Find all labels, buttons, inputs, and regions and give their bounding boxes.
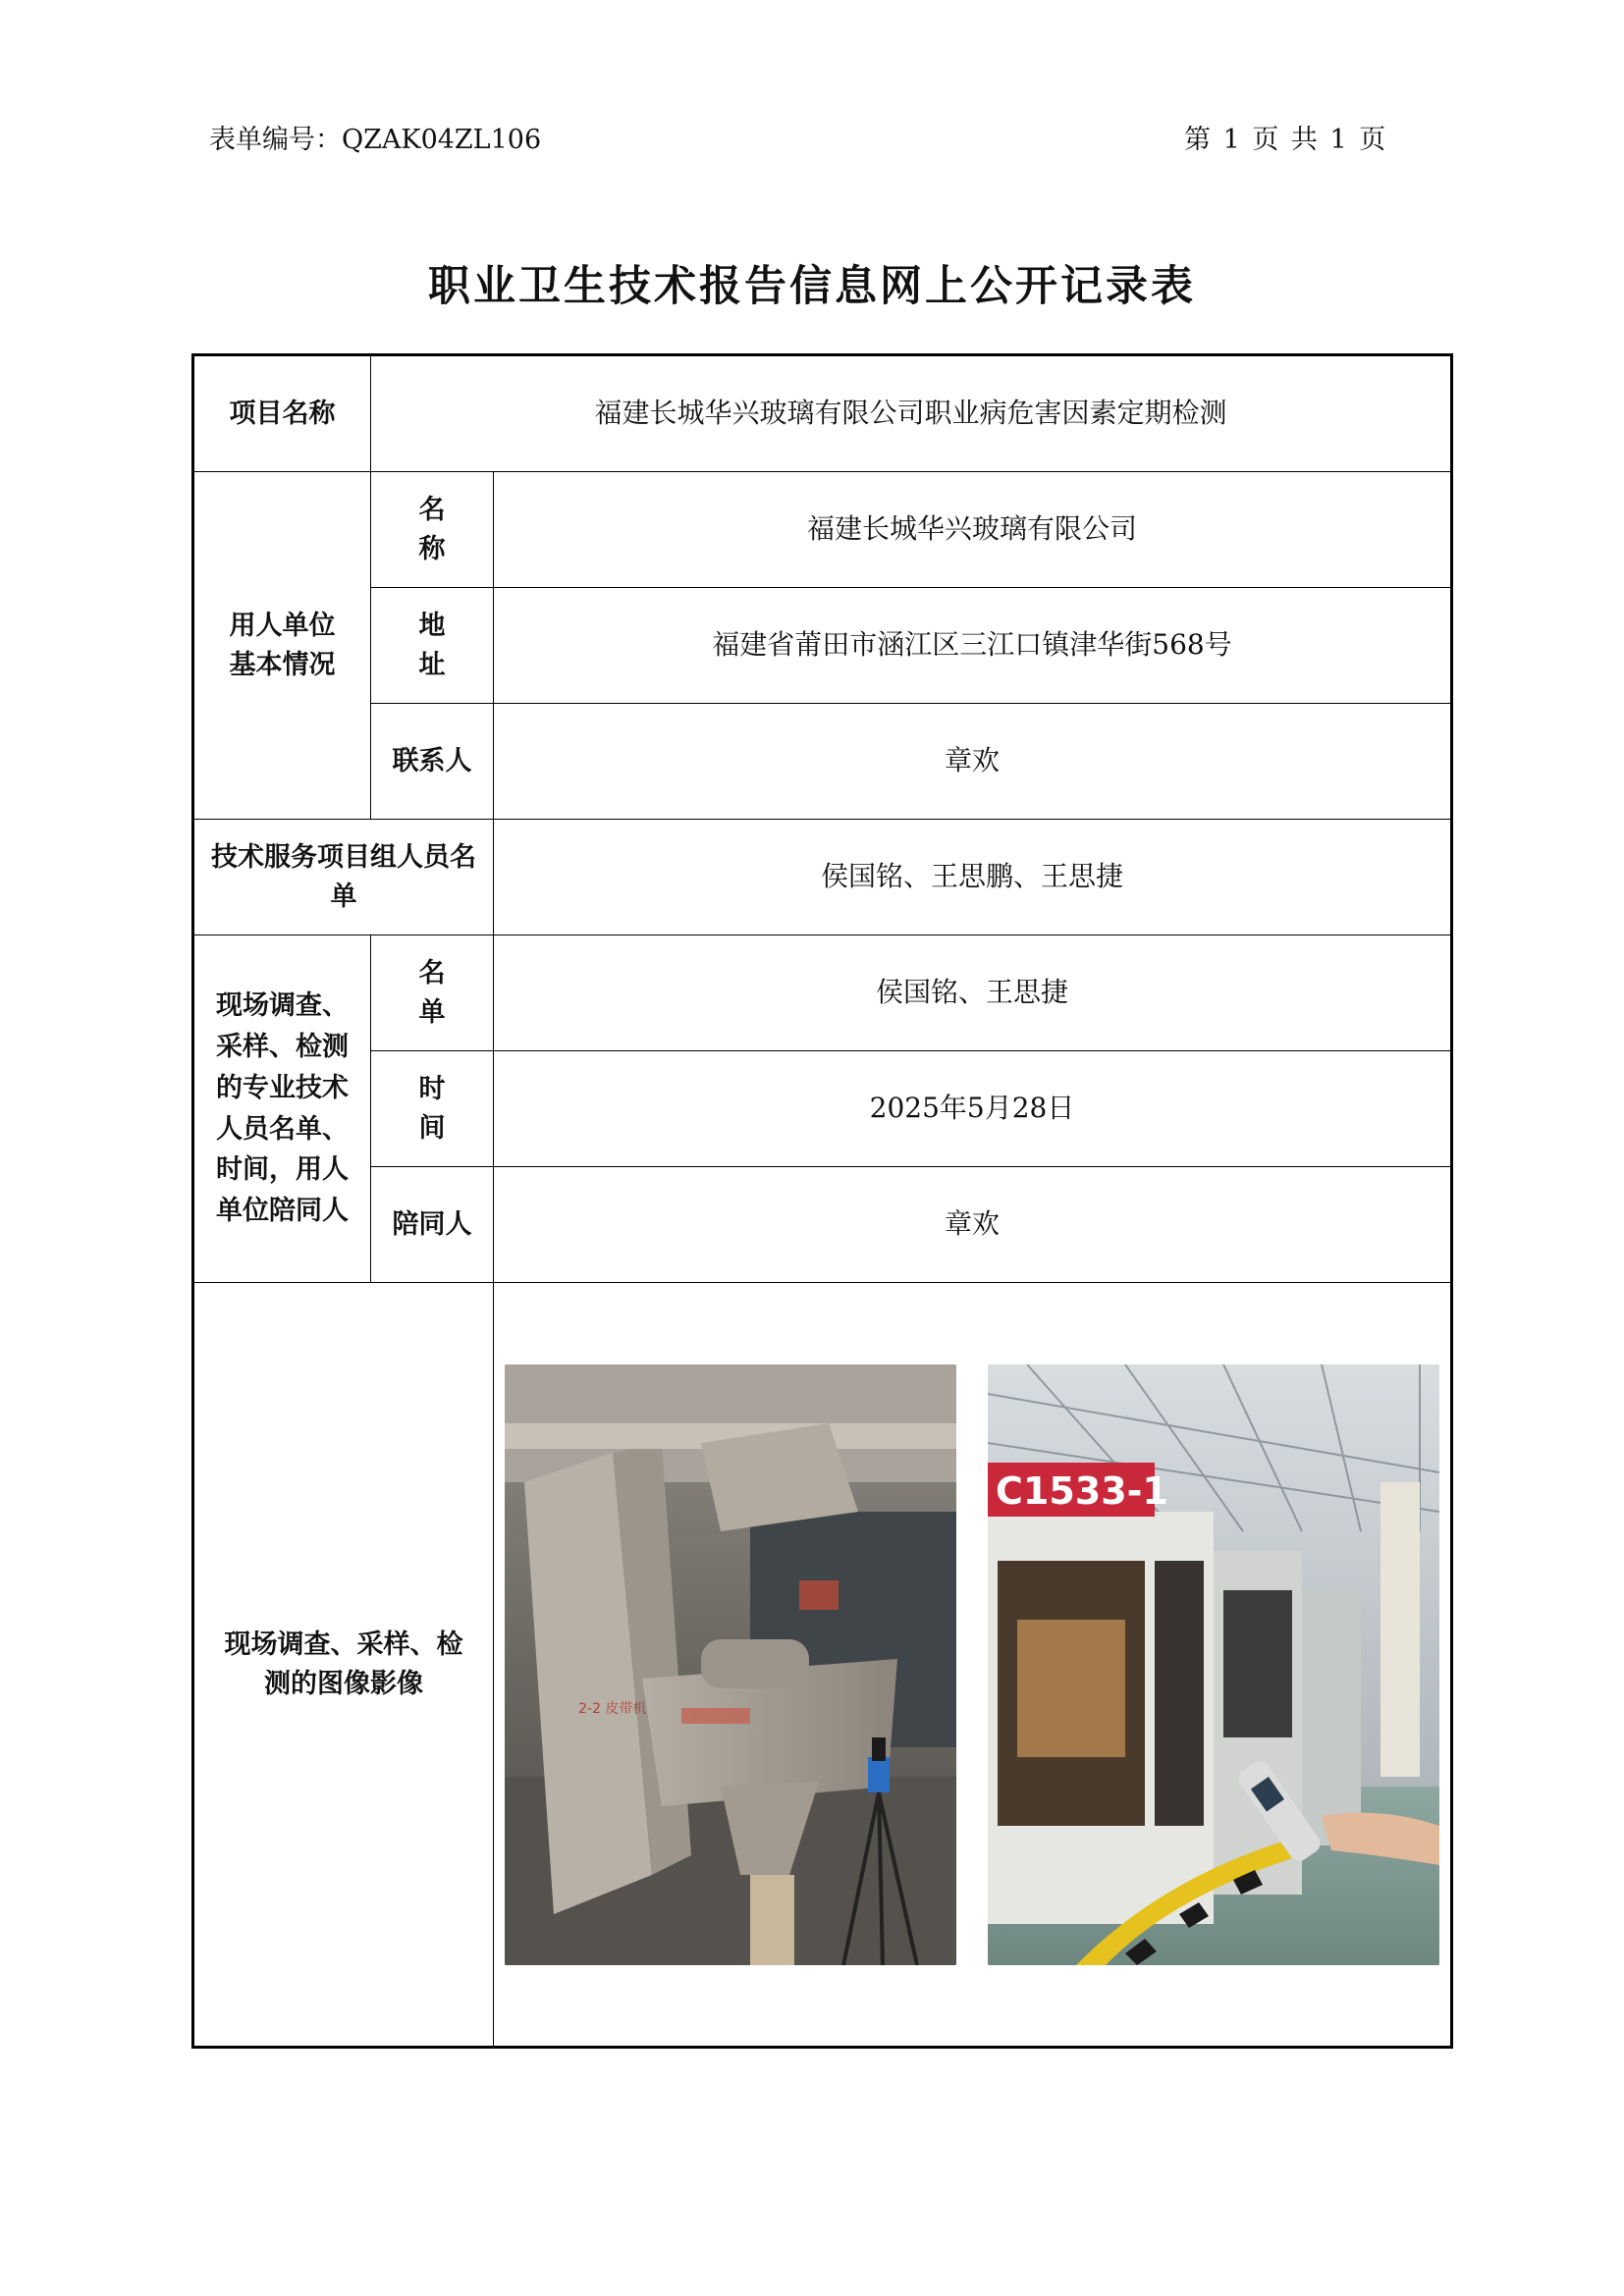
address-value: 福建省莆田市涵江区三江口镇津华街568号	[494, 588, 1450, 704]
images-cell	[494, 1283, 1450, 2046]
document-title: 职业卫生技术报告信息网上公开记录表	[428, 262, 1196, 311]
form-number: 表单编号：QZAK04ZL106	[209, 125, 542, 155]
team-value: 侯国铭、王思鹏、王思捷	[494, 820, 1450, 935]
images-label: 现场调查、采样、检测的图像影像	[194, 1283, 494, 2046]
field-staff-value: 侯国铭、王思捷	[494, 935, 1450, 1051]
employer-info-label: 用人单位基本情况	[194, 472, 371, 820]
field-date-value: 2025年5月28日	[494, 1051, 1450, 1167]
project-name-value: 福建长城华兴玻璃有限公司职业病危害因素定期检测	[371, 356, 1450, 472]
list-label: 名单	[371, 935, 494, 1051]
team-label: 技术服务项目组人员名单	[194, 820, 494, 935]
companion-value: 章欢	[494, 1167, 1450, 1283]
address-label: 地址	[371, 588, 494, 704]
project-name-label: 项目名称	[194, 356, 371, 472]
contact-label: 联系人	[371, 704, 494, 820]
machine-sign: C1533-1	[996, 1468, 1168, 1513]
name-label: 名称	[371, 472, 494, 588]
time-label: 时间	[371, 1051, 494, 1167]
site-photo-hopper	[505, 1364, 956, 1965]
page-info: 第 1 页 共 1 页	[1184, 125, 1386, 155]
companion-label: 陪同人	[371, 1167, 494, 1283]
employer-name-value: 福建长城华兴玻璃有限公司	[494, 472, 1450, 588]
record-table	[191, 353, 1453, 2049]
contact-value: 章欢	[494, 704, 1450, 820]
hopper-sign: 2-2 皮带机	[578, 1700, 647, 1717]
field-staff-label: 现场调查、采样、检测的专业技术人员名单、时间，用人单位陪同人	[194, 935, 371, 1283]
site-photo-machine	[988, 1364, 1439, 1965]
